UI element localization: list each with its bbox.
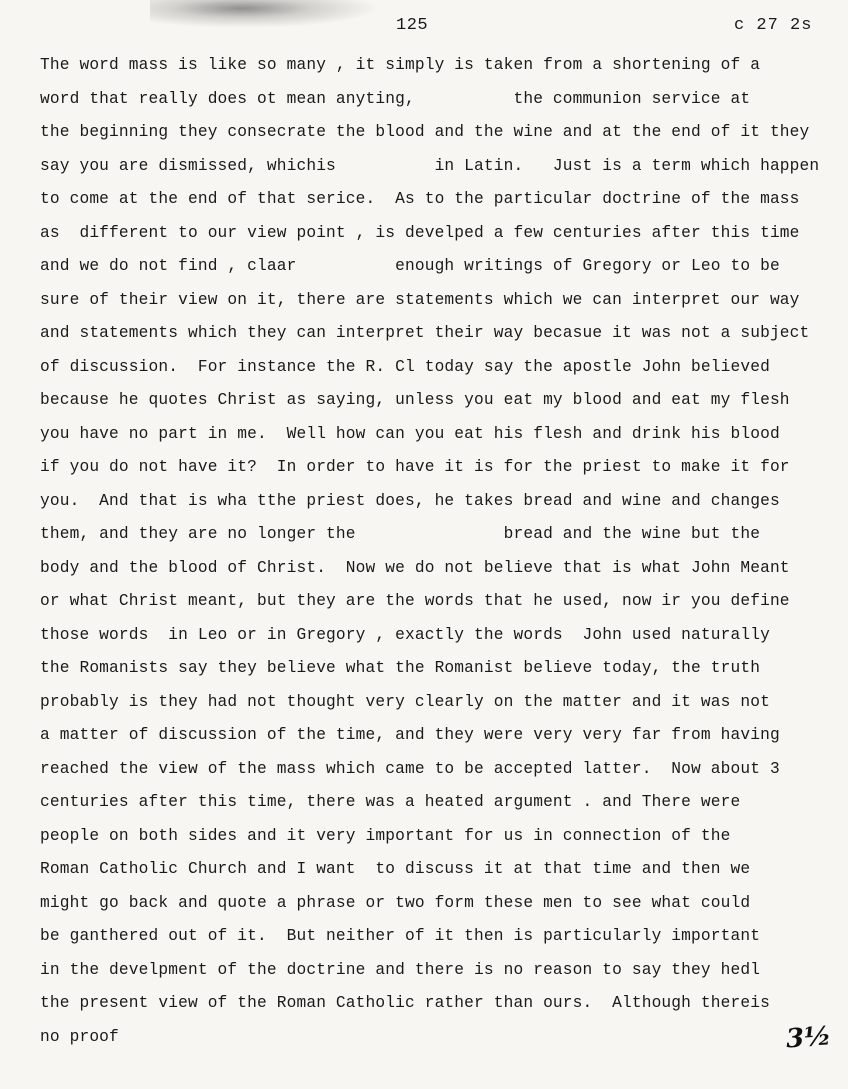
text-line: those words in Leo or in Gregory , exactly the words John used naturally [40, 625, 770, 644]
text-line: you. And that is wha tthe priest does, he takes bread and wine and changes [40, 491, 780, 510]
text-line: Roman Catholic Church and I want to discuss it at that time and then we [40, 860, 751, 878]
text-line: if you do not have it? In order to have it is for the priest to make it for [40, 458, 790, 476]
text-line: in the develpment of the doctrine and there is no reason to say they hedl [40, 960, 761, 979]
text-line: to come at the end of that serice. As to the particular doctrine of the mass [40, 190, 800, 208]
handwritten-margin-note: 3½ [785, 1021, 833, 1055]
text-line: word that really does ot mean anyting, the communion service at [40, 89, 751, 108]
text-line: them, and they are no longer the bread and the wine but the [40, 525, 761, 543]
text-line: the beginning they consecrate the blood and the wine and at the end of it they [40, 123, 810, 141]
text-line: as different to our view point , is develped a few centuries after this time [40, 223, 800, 242]
text-line: and we do not find , claar enough writings of Gregory or Leo to be [40, 257, 780, 275]
text-line: be ganthered out of it. But neither of it then is particularly important [40, 927, 761, 945]
text-line: people on both sides and it very important for us in connection of the [40, 826, 731, 845]
page-number: 125 [396, 16, 429, 35]
text-line: reached the view of the mass which came to be accepted latter. Now about 3 [40, 759, 780, 778]
body-text [40, 49, 840, 1054]
text-line: a matter of discussion of the time, and they were very very far from having [40, 726, 780, 744]
text-line: because he quotes Christ as saying, unless you eat my blood and eat my flesh [40, 391, 790, 409]
text-line: of discussion. For instance the R. Cl today say the apostle John believed [40, 357, 770, 376]
text-line: or what Christ meant, but they are the words that he used, now ir you define [40, 592, 790, 610]
text-line: say you are dismissed, whichis in Latin. Just is a term which happen [40, 156, 820, 175]
text-line: The word mass is like so many , it simply is taken from a shortening of a [40, 56, 761, 74]
reference-code: c 27 2s [734, 16, 813, 35]
text-line: centuries after this time, there was a heated argument . and There were [40, 793, 741, 811]
text-line: might go back and quote a phrase or two form these men to see what could [40, 893, 751, 912]
ink-smudge [150, 0, 380, 28]
text-line: you have no part in me. Well how can you eat his flesh and drink his blood [40, 424, 780, 443]
text-line: the present view of the Roman Catholic rather than ours. Although thereis [40, 994, 770, 1012]
text-line: probably is they had not thought very clearly on the matter and it was not [40, 692, 770, 711]
text-line: sure of their view on it, there are statements which we can interpret our way [40, 290, 800, 309]
text-line: the Romanists say they believe what the Romanist believe today, the truth [40, 659, 761, 677]
text-line: no proof [40, 1027, 119, 1046]
text-line: and statements which they can interpret their way becasue it was not a subject [40, 324, 810, 342]
text-line: body and the blood of Christ. Now we do not believe that is what John Meant [40, 558, 790, 577]
